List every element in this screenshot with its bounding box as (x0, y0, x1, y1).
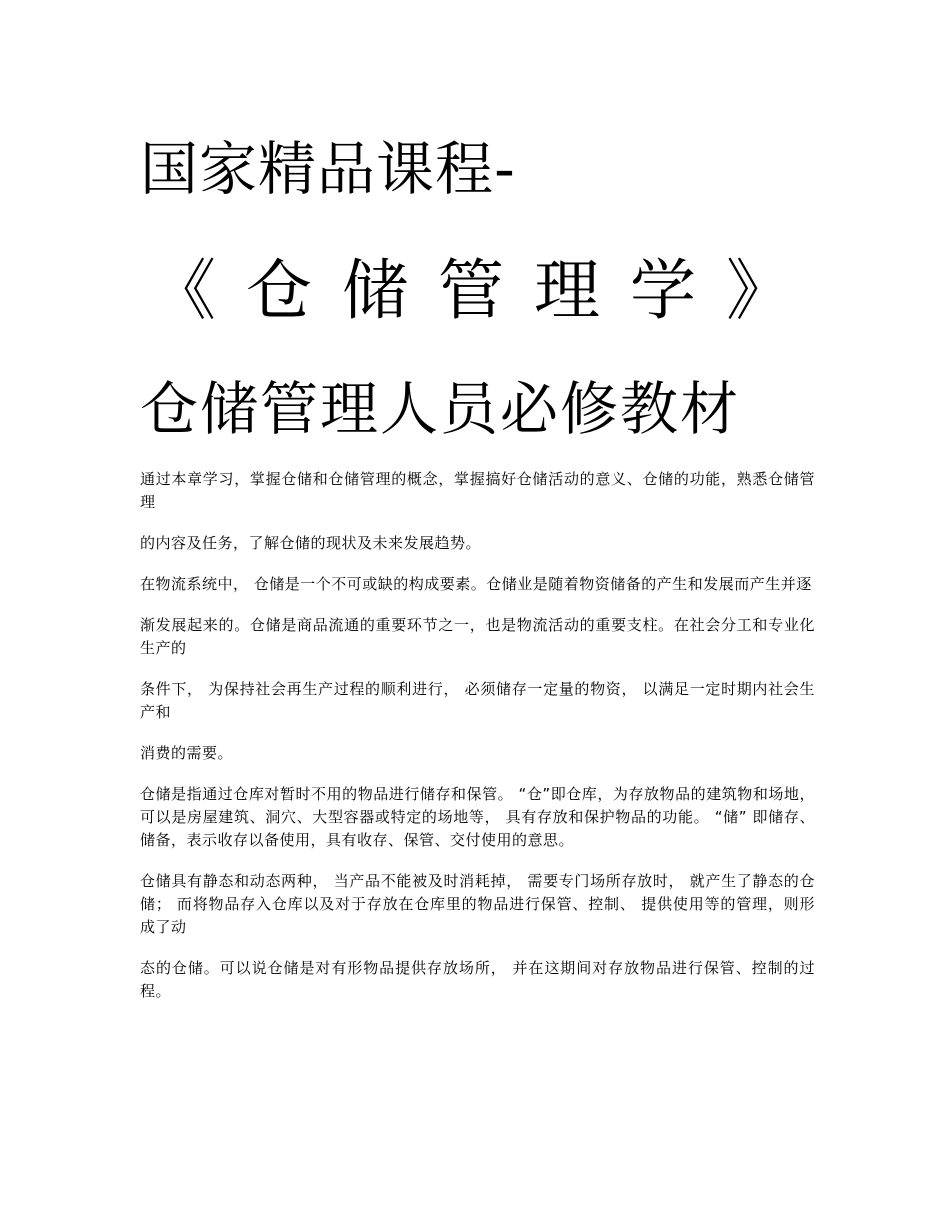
paragraph: 在物流系统中， 仓储是一个不可或缺的构成要素。仓储业是随着物资储备的产生和发展而产生并逐 (140, 575, 812, 593)
body-text (140, 468, 815, 1021)
title-line-2: 《仓储管理学》 (150, 252, 822, 329)
paragraph: 渐发展起来的。仓储是商品流通的重要环节之一，也是物流活动的重要支柱。在社会分工和专业化生产的 (140, 616, 815, 657)
title-line-1: 国家精品课程- (140, 135, 516, 203)
paragraph: 条件下， 为保持社会再生产过程的顺利进行， 必须储存一定量的物资， 以满足一定时期内社会生产和 (140, 680, 815, 721)
paragraph: 消费的需要。 (140, 744, 234, 762)
paragraph: 态的仓储。可以说仓储是对有形物品提供存放场所， 并在这期间对存放物品进行保管、控制的过程。 (140, 959, 815, 1000)
paragraph: 通过本章学习，掌握仓储和仓储管理的概念，掌握搞好仓储活动的意义、仓储的功能，熟悉仓储管理 (140, 470, 815, 511)
title-line-3: 仓储管理人员必修教材 (140, 375, 741, 443)
paragraph: 的内容及任务，了解仓储的现状及未来发展趋势。 (140, 534, 482, 552)
document-page (140, 0, 820, 1230)
paragraph: 仓储具有静态和动态两种， 当产品不能被及时消耗掉， 需要专门场所存放时， 就产生了静态的仓储； 而将物品存入仓库以及对于存放在仓库里的物品进行保管、控制、 提供使用等的管理，则形成了动 (140, 872, 815, 936)
paragraph: 仓储是指通过仓库对暂时不用的物品进行储存和保管。 “仓”即仓库，为存放物品的建筑物和场地， 可以是房屋建筑、洞穴、大型容器或特定的场地等， 具有存放和保护物品的功能。 “储” 即储存、储备，表示收存以备使用，具有收存、保管、交付使用的意思。 (140, 785, 815, 849)
